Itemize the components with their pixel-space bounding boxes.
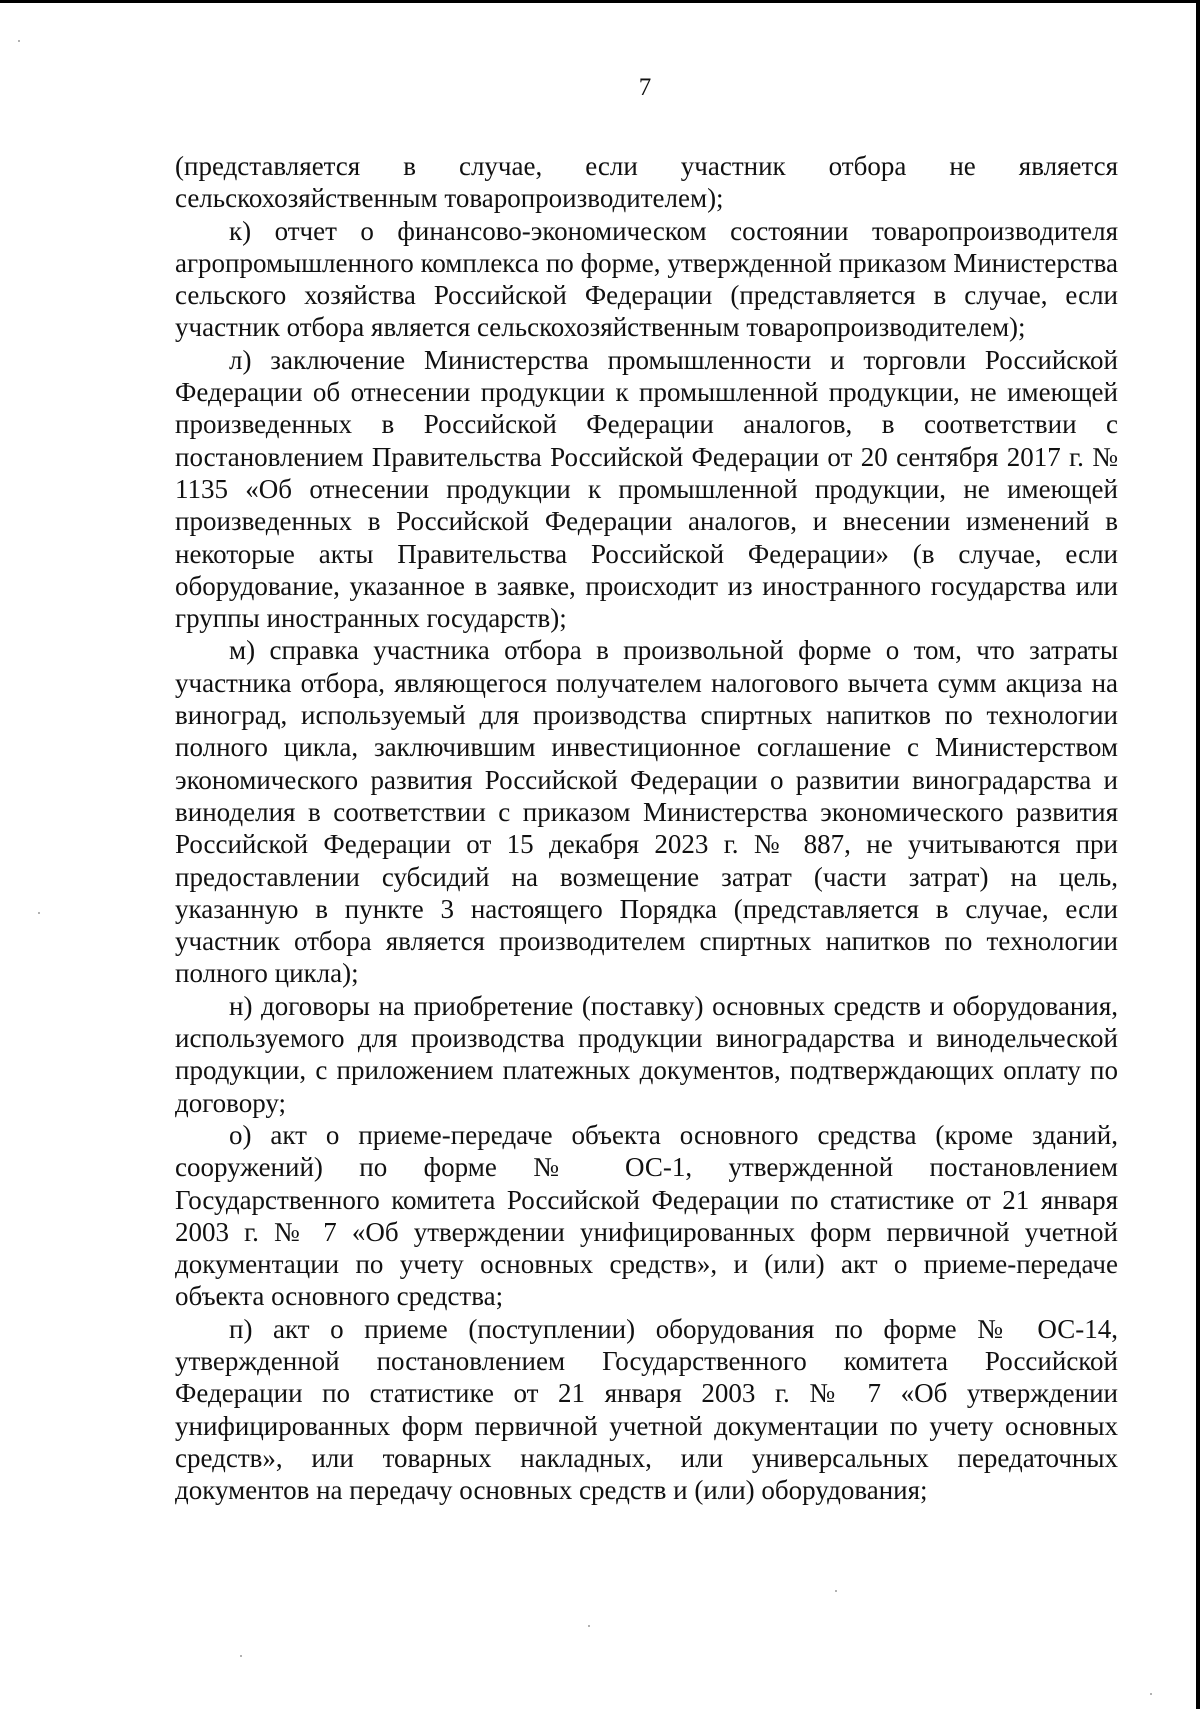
page-number: 7 <box>638 74 652 101</box>
scan-speck <box>38 912 40 914</box>
scan-border-top <box>0 0 1200 3</box>
scan-speck <box>18 40 20 42</box>
scan-speck <box>588 1625 590 1627</box>
paragraph-item-m: м) справка участника отбора в произвольной форме о том, что затраты участника отбора, являющегося получателем налогового вычета сумм акциза на виноград, используемый для производства спиртных напитков по технологии полного цикла, заключившим инвестиционное соглашение с Министерством экономического развития Российской Федерации о развитии виноградарства и виноделия в соответствии с приказом Министерства экономического развития Российской Федерации от 15 декабря 2023 г. № 887, не учитываются при предоставлении субсидий на возмещение затрат (части затрат) на цель, указанную в пункте 3 настоящего Порядка (представляется в случае, если участник отбора является производителем спиртных напитков по технологии полного цикла); <box>175 635 1118 989</box>
scan-speck <box>1150 1693 1152 1695</box>
scan-speck <box>240 1655 242 1657</box>
paragraph-item-n: н) договоры на приобретение (поставку) основных средств и оборудования, используемого для производства продукции виноградарства и винодельческой продукции, с приложением платежных документов, подтверждающих оплату по договору; <box>175 990 1118 1118</box>
scan-border-right <box>1196 0 1200 1709</box>
document-body <box>175 150 1118 1506</box>
paragraph-item-l: л) заключение Министерства промышленности и торговли Российской Федерации об отнесении продукции к промышленной продукции, не имеющей произведенных в Российской Федерации аналогов, в соответствии с постановлением Правительства Российской Федерации от 20 сентября 2017 г. № 1135 «Об отнесении продукции к промышленной продукции, не имеющей произведенных в Российской Федерации аналогов, и внесении изменений в некоторые акты Правительства Российской Федерации» (в случае, если оборудование, указанное в заявке, происходит из иностранного государства или группы иностранных государств); <box>175 344 1118 634</box>
paragraph-item-p: п) акт о приеме (поступлении) оборудования по форме № ОС-14, утвержденной постановлением Государственного комитета Российской Федерации по статистике от 21 января 2003 г. № 7 «Об утверждении унифицированных форм первичной учетной документации по учету основных средств», или товарных накладных, или универсальных передаточных документов на передачу основных средств и (или) оборудования; <box>175 1313 1118 1506</box>
scan-speck <box>835 1590 837 1592</box>
paragraph-item-k: к) отчет о финансово-экономическом состоянии товаропроизводителя агропромышленного комплекса по форме, утвержденной приказом Министерства сельского хозяйства Российской Федерации (представляется в случае, если участник отбора является сельскохозяйственным товаропроизводителем); <box>175 215 1118 343</box>
paragraph-item-o: о) акт о приеме-передаче объекта основного средства (кроме зданий, сооружений) по форме № ОС-1, утвержденной постановлением Государственного комитета Российской Федерации по статистике от 21 января 2003 г. № 7 «Об утверждении унифицированных форм первичной учетной документации по учету основных средств», и (или) акт о приеме-передаче объекта основного средства; <box>175 1119 1118 1312</box>
paragraph-continuation: (представляется в случае, если участник отбора не является сельскохозяйственным товаропроизводителем); <box>175 151 1118 214</box>
